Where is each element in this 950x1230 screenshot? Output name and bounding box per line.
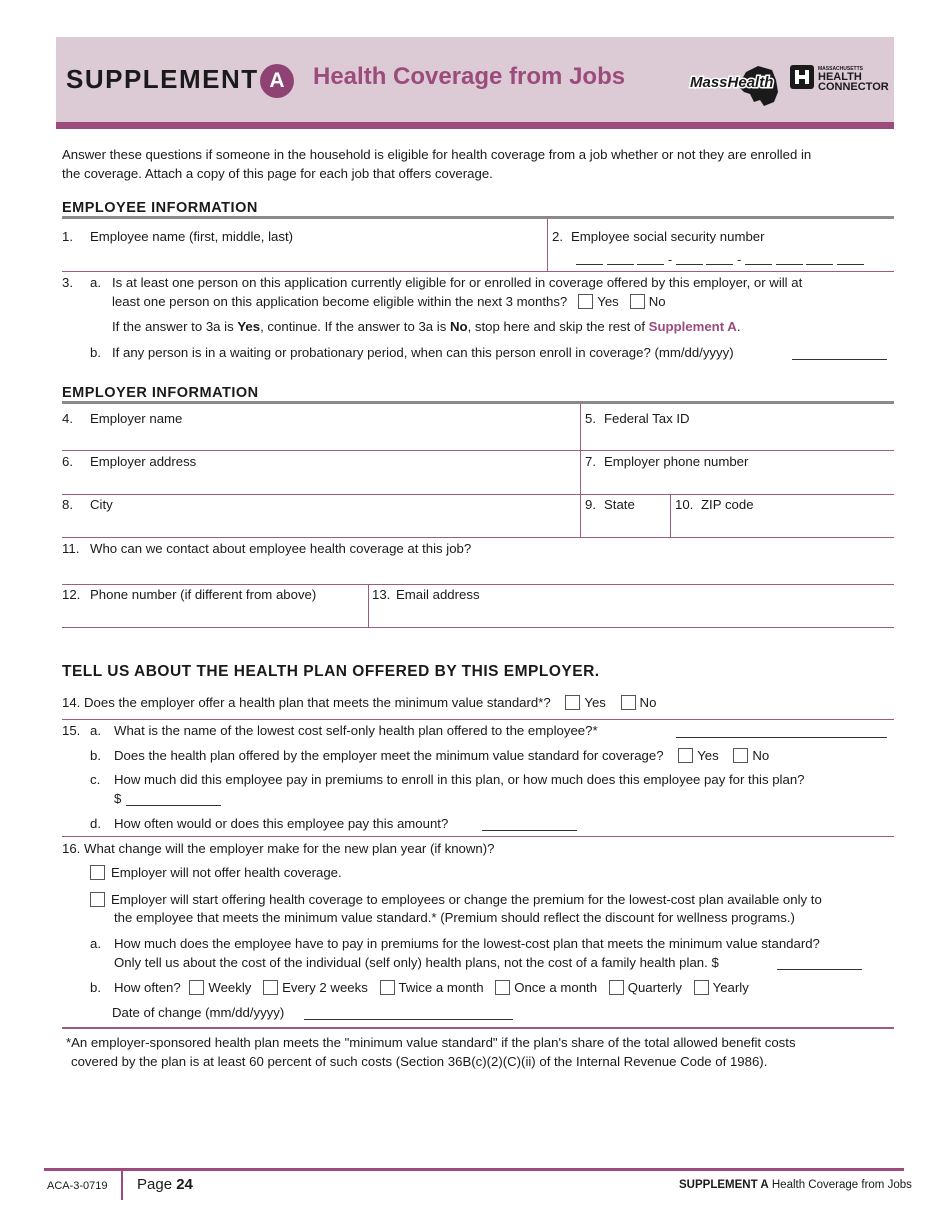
q12-q13-divider (368, 584, 369, 627)
employer-section-heading: EMPLOYER INFORMATION (62, 385, 259, 401)
weekly-checkbox[interactable] (189, 980, 204, 995)
q16a-letter: a. (90, 936, 101, 951)
intro-line-1: Answer these questions if someone in the household is eligible for health coverage from a job whether or not they are enrolled in (62, 147, 812, 162)
q15b-no-label: No (752, 748, 770, 763)
q3a-line-2-text: least one person on this application become eligible within the next 3 months? (112, 294, 568, 309)
q15d-letter: d. (90, 816, 101, 831)
plan-name-input[interactable] (676, 725, 887, 738)
every-2-weeks-label: Every 2 weeks (282, 980, 368, 995)
zip-code-label: ZIP code (701, 497, 754, 512)
q3-note-no: No (449, 319, 468, 334)
q3b-text: If any person is in a waiting or probationary period, when can this person enroll in coverage? (mm/dd/yyyy) (112, 345, 734, 360)
q5-number: 5. (585, 411, 596, 426)
no-coverage-label: Employer will not offer health coverage. (111, 865, 342, 880)
q14-yes-label: Yes (584, 695, 606, 710)
yearly-label: Yearly (712, 980, 749, 995)
q6-number: 6. (62, 454, 73, 469)
once-a-month-checkbox[interactable] (495, 980, 510, 995)
no-coverage-checkbox[interactable] (90, 865, 105, 880)
header-rule (56, 122, 894, 129)
pay-frequency-input[interactable] (482, 818, 577, 831)
q15a-text: What is the name of the lowest cost self-only health plan offered to the employee?* (114, 723, 598, 738)
q15b-yes-checkbox[interactable] (678, 748, 693, 763)
employer-name-label: Employer name (90, 411, 183, 426)
start-coverage-line-1: Employer will start offering health coverage to employees or change the premium for the lowest-cost plan available only to (111, 892, 822, 907)
masshealth-logo (688, 62, 784, 108)
q3-instruction (112, 319, 741, 334)
q1-q2-divider (547, 219, 548, 271)
q15b-letter: b. (90, 748, 101, 763)
q13-number: 13. (372, 587, 391, 602)
health-connector-logo (790, 62, 892, 94)
q3a-letter: a. (90, 275, 101, 290)
footer-title (679, 1179, 912, 1191)
row-divider (62, 627, 894, 628)
federal-tax-id-label: Federal Tax ID (604, 411, 690, 426)
employer-address-label: Employer address (90, 454, 197, 469)
q3b-letter: b. (90, 345, 101, 360)
q3b-date-input[interactable] (792, 347, 887, 360)
q14-no-checkbox[interactable] (621, 695, 636, 710)
twice-a-month-checkbox[interactable] (380, 980, 395, 995)
q16-text: 16. What change will the employer make for the new plan year (if known)? (62, 841, 495, 856)
row-divider (62, 450, 894, 451)
date-of-change-label: Date of change (mm/dd/yyyy) (112, 1005, 285, 1020)
q11-number: 11. (62, 541, 80, 556)
row-divider (62, 719, 894, 720)
q15b-row (114, 748, 769, 763)
q8-number: 8. (62, 497, 73, 512)
svg-text:MASSACHUSETTS: MASSACHUSETTS (818, 66, 864, 72)
q3a-line-1: Is at least one person on this application currently eligible for or enrolled in coverage offered by this employer, or will at (112, 275, 803, 290)
q4-number: 4. (62, 411, 73, 426)
q3-note-part: If the answer to 3a is (112, 319, 238, 334)
q12-number: 12. (62, 587, 81, 602)
q14-text: 14. Does the employer offer a health plan that meets the minimum value standard*? (62, 695, 551, 710)
start-coverage-checkbox[interactable] (90, 892, 105, 907)
state-zip-divider (670, 494, 671, 538)
q3-note-end: . (736, 319, 741, 334)
supplement-word: SUPPLEMENT (66, 64, 259, 94)
once-a-month-label: Once a month (514, 980, 598, 995)
q3-note-part: , stop here and skip the rest of (467, 319, 649, 334)
q16-option-2 (90, 892, 822, 907)
health-plan-section-heading: TELL US ABOUT THE HEALTH PLAN OFFERED BY THIS EMPLOYER. (62, 663, 600, 680)
q15-number: 15. (62, 723, 81, 738)
footer-supplement: SUPPLEMENT A (679, 1179, 769, 1191)
q15b-no-checkbox[interactable] (733, 748, 748, 763)
quarterly-checkbox[interactable] (609, 980, 624, 995)
q3a-no-label: No (648, 294, 666, 309)
q3a-yes-label: Yes (597, 294, 619, 309)
row-divider (62, 836, 894, 837)
employee-ssn-label: Employee social security number (571, 229, 765, 244)
ssn-input[interactable]: - - (576, 252, 864, 267)
q15b-yes-label: Yes (697, 748, 719, 763)
employer-phone-label: Employer phone number (604, 454, 749, 469)
q16a-line-1: How much does the employee have to pay in premiums for the lowest-cost plan that meets the minimum value standard? (114, 936, 820, 951)
how-often-label: How often? (114, 980, 181, 995)
row-divider (62, 1027, 894, 1029)
state-label: State (604, 497, 635, 512)
q15b-text: Does the health plan offered by the employer meet the minimum value standard for coverage? (114, 748, 664, 763)
q16-option-1 (90, 865, 342, 880)
employee-section-heading: EMPLOYEE INFORMATION (62, 200, 258, 216)
q3-note-yes: Yes (237, 319, 261, 334)
form-id: ACA-3-0719 (47, 1180, 108, 1192)
row-divider (62, 537, 894, 538)
q3a-yes-checkbox[interactable] (578, 294, 593, 309)
q15d-text: How often would or does this employee pay this amount? (114, 816, 449, 831)
svg-text:CONNECTOR: CONNECTOR (818, 81, 889, 93)
employee-section-rule (62, 216, 894, 219)
intro-line-2: the coverage. Attach a copy of this page for each job that offers coverage. (62, 166, 493, 181)
start-coverage-line-2: the employee that meets the minimum value standard.* (Premium should reflect the discount for wellness programs.) (114, 910, 795, 925)
q3-number: 3. (62, 275, 73, 290)
footnote-line-2: covered by the plan is at least 60 percent of such costs (Section 36B(c)(2)(C)(ii) of the Internal Revenue Code of 1986). (71, 1054, 768, 1069)
page-title: Health Coverage from Jobs (313, 63, 626, 90)
contact-phone-label: Phone number (if different from above) (90, 587, 317, 602)
q7-number: 7. (585, 454, 596, 469)
supplement-a-link: Supplement A (648, 319, 737, 334)
q3a-line-2 (112, 294, 666, 309)
q15c-letter: c. (90, 772, 101, 787)
contact-person-label: Who can we contact about employee health coverage at this job? (90, 541, 472, 556)
yearly-checkbox[interactable] (694, 980, 709, 995)
page-number-value: 24 (176, 1176, 193, 1193)
premium-amount-input[interactable] (126, 793, 221, 806)
footnote-line-1: *An employer-sponsored health plan meets the "minimum value standard" if the plan's share of the total allowed benefit costs (66, 1035, 796, 1050)
employee-name-label: Employee name (first, middle, last) (90, 229, 294, 244)
q14-no-label: No (639, 695, 657, 710)
svg-text:HEALTH: HEALTH (818, 71, 862, 83)
quarterly-label: Quarterly (627, 980, 682, 995)
page-label: Page (137, 1176, 173, 1193)
q14-yes-checkbox[interactable] (565, 695, 580, 710)
city-label: City (90, 497, 113, 512)
q3-note-part: , continue. If the answer to 3a is (260, 319, 450, 334)
date-of-change-input[interactable] (304, 1007, 513, 1020)
row-divider (62, 494, 894, 495)
q16a-line-2: Only tell us about the cost of the individual (self only) health plans, not the cost of a family health plan. $ (114, 955, 719, 970)
new-premium-input[interactable] (777, 957, 862, 970)
email-address-label: Email address (396, 587, 480, 602)
q15c-dollar: $ (114, 791, 122, 806)
svg-text:MassHealth: MassHealth (690, 74, 774, 91)
weekly-label: Weekly (208, 980, 252, 995)
row-divider (62, 584, 894, 585)
twice-a-month-label: Twice a month (398, 980, 484, 995)
q2-number: 2. (552, 229, 563, 244)
q15c-text: How much did this employee pay in premiums to enroll in this plan, or how much does this employee pay for this plan? (114, 772, 805, 787)
how-often-row (114, 980, 749, 995)
footer-rule (44, 1168, 904, 1171)
page-number (137, 1176, 193, 1193)
footer-divider (121, 1171, 123, 1200)
row-divider (62, 271, 894, 272)
q9-number: 9. (585, 497, 596, 512)
employer-col-divider (580, 404, 581, 538)
q10-number: 10. (675, 497, 694, 512)
q16b-letter: b. (90, 980, 101, 995)
q1-number: 1. (62, 229, 73, 244)
q14-row (62, 695, 656, 710)
footer-title-text: Health Coverage from Jobs (771, 1179, 912, 1191)
employer-section-rule (62, 401, 894, 404)
q3a-no-checkbox[interactable] (630, 294, 645, 309)
supplement-letter-badge: A (260, 64, 294, 98)
every-2-weeks-checkbox[interactable] (263, 980, 278, 995)
q15a-letter: a. (90, 723, 101, 738)
